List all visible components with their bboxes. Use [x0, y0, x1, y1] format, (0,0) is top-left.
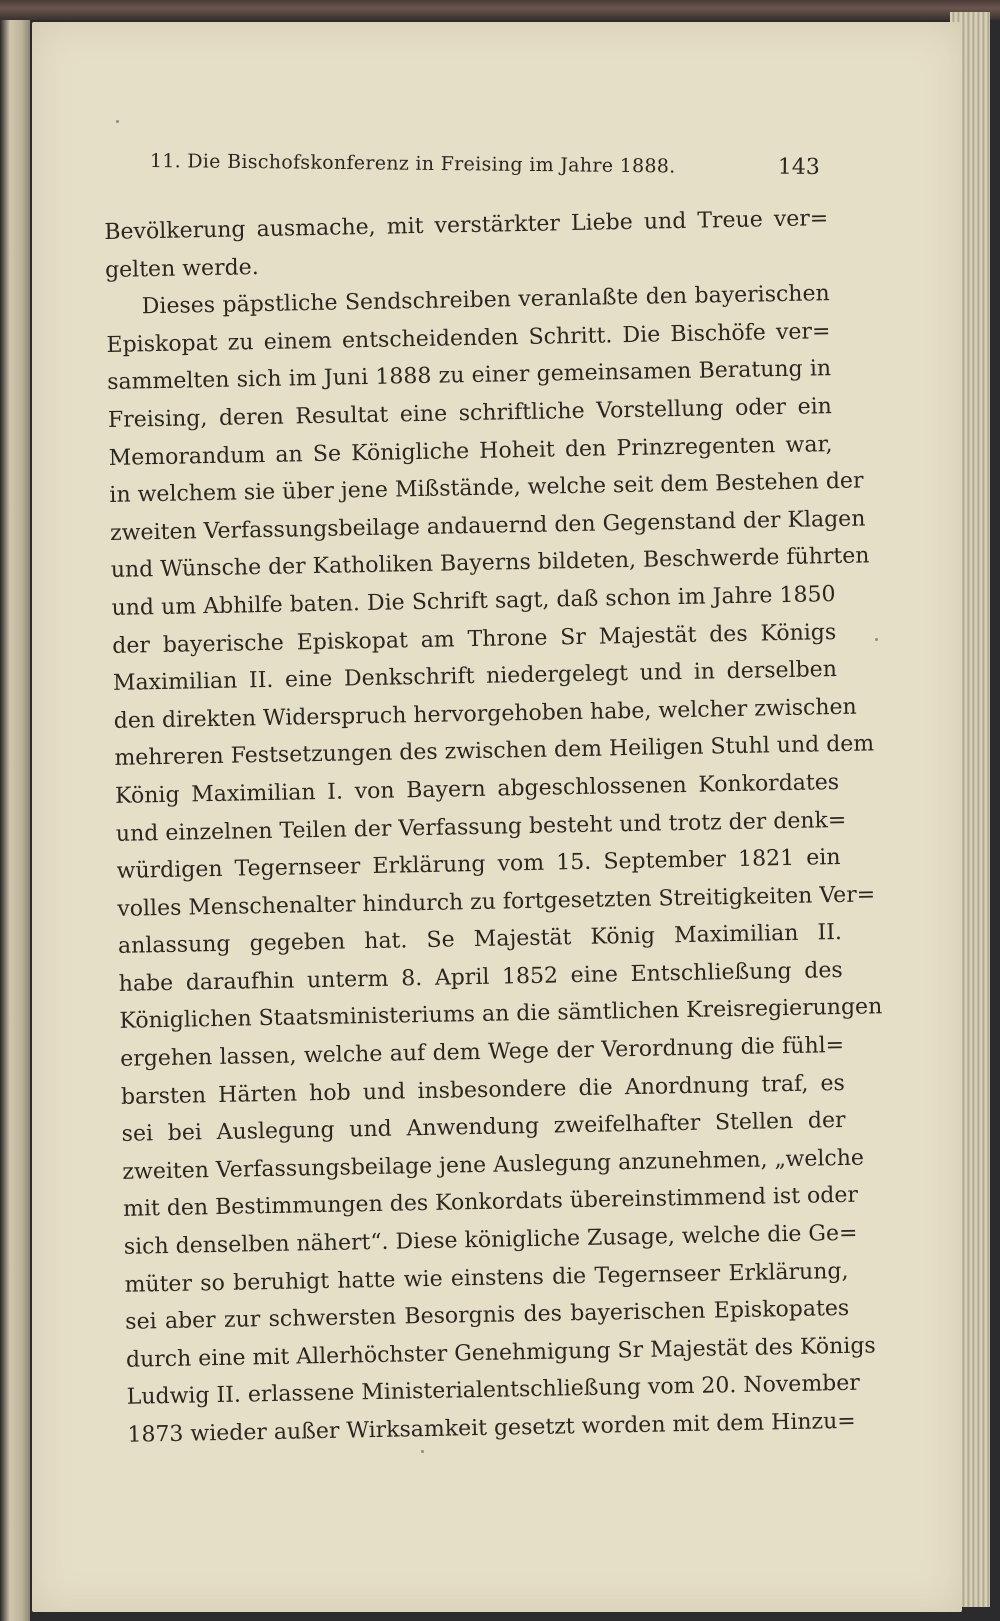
paper-speck: [875, 638, 878, 641]
text-line: habe daraufhin unterm 8. April 1852 eine Entschließung des: [118, 957, 843, 997]
text-line: sammelten sich im Juni 1888 zu einer gemeinsamen Beratung in: [107, 356, 832, 396]
text-line: Ludwig II. erlassene Ministerialentschließung vom 20. November: [126, 1371, 861, 1411]
text-line: mehreren Festsetzungen des zwischen dem Heiligen Stuhl und dem: [114, 731, 875, 772]
binding-edge: [0, 20, 30, 1621]
text-line: Bevölkerung ausmache, mit verstärkter Liebe und Treue ver=: [104, 206, 829, 245]
text-line: zweiten Verfassungsbeilage jene Auslegung anzunehmen, „welche: [122, 1145, 865, 1185]
text-line: barsten Härten hob und insbesondere die Anordnung traf, es: [120, 1070, 846, 1110]
text-line: König Maximilian I. von Bayern abgeschlossenen Konkordates: [114, 769, 840, 809]
page-number: 143: [777, 154, 820, 181]
text-line: müter so beruhigt hatte wie einstens die Tegernseer Erklärung,: [124, 1258, 849, 1298]
text-line: 1873 wieder außer Wirksamkeit gesetzt worden mit dem Hinzu=: [127, 1408, 856, 1448]
body-text: [104, 200, 883, 1454]
text-line: und um Abhilfe baten. Die Schrift sagt, daß schon im Jahre 1850: [111, 581, 836, 621]
text-line: und einzelnen Teilen der Verfassung besteht und trotz der denk=: [115, 807, 847, 847]
text-line: volles Menschenalter hindurch zu fortgesetzten Streitigkeiten Ver=: [117, 882, 876, 922]
text-line: in welchem sie über jene Mißstände, welche seit dem Bestehen der: [109, 468, 864, 509]
book-top-edge: [0, 0, 1000, 20]
text-line: Episkopat zu einem entscheidenden Schritt. Die Bischöfe ver=: [106, 318, 831, 358]
text-line: Memorandum an Se Königliche Hoheit den Prinzregenten war,: [108, 431, 833, 471]
text-line: der bayerische Episkopat am Throne Sr Majestät des Königs: [112, 619, 837, 659]
text-line: ergehen lassen, welche auf dem Wege der Verordnung die fühl=: [119, 1033, 845, 1072]
text-line: Königlichen Staatsministeriums an die sämtlichen Kreisregierungen: [119, 994, 883, 1035]
text-line: gelten werde.: [104, 254, 259, 283]
text-line: sich denselben nähert“. Diese königliche Zusage, welche die Ge=: [123, 1220, 858, 1260]
paper-speck: [421, 1450, 424, 1453]
text-line: zweiten Verfassungsbeilage andauernd den Gegenstand der Klagen: [109, 506, 866, 546]
text-line: sei aber zur schwersten Besorgnis des bayerischen Episkopates: [125, 1296, 850, 1336]
text-line: und Wünsche der Katholiken Bayerns bildeten, Beschwerde führten: [110, 543, 870, 584]
text-line: Dieses päpstliche Sendschreiben veranlaßte den bayerischen: [141, 281, 830, 320]
text-line: würdigen Tegernseer Erklärung vom 15. September 1821 ein: [116, 845, 841, 884]
text-line: mit den Bestimmungen des Konkordats übereinstimmend ist oder: [122, 1183, 859, 1223]
text-line: anlassung gegeben hat. Se Majestät König Maximilian II.: [117, 920, 843, 960]
text-line: Maximilian II. eine Denkschrift niedergelegt und in derselben: [112, 657, 838, 697]
text-line: den direkten Widerspruch hervorgehoben habe, welcher zwischen: [113, 694, 857, 734]
text-line: sei bei Auslegung und Anwendung zweifelhafter Stellen der: [121, 1108, 846, 1148]
text-line: Freising, deren Resultat eine schriftliche Vorstellung oder ein: [107, 394, 833, 433]
page-header: [150, 150, 820, 191]
text-line: durch eine mit Allerhöchster Genehmigung Sr Majestät des Königs: [125, 1333, 876, 1373]
running-head: 11. Die Bischofskonferenz in Freising im Jahre 1888.: [149, 150, 676, 178]
paper-speck: [116, 120, 119, 123]
